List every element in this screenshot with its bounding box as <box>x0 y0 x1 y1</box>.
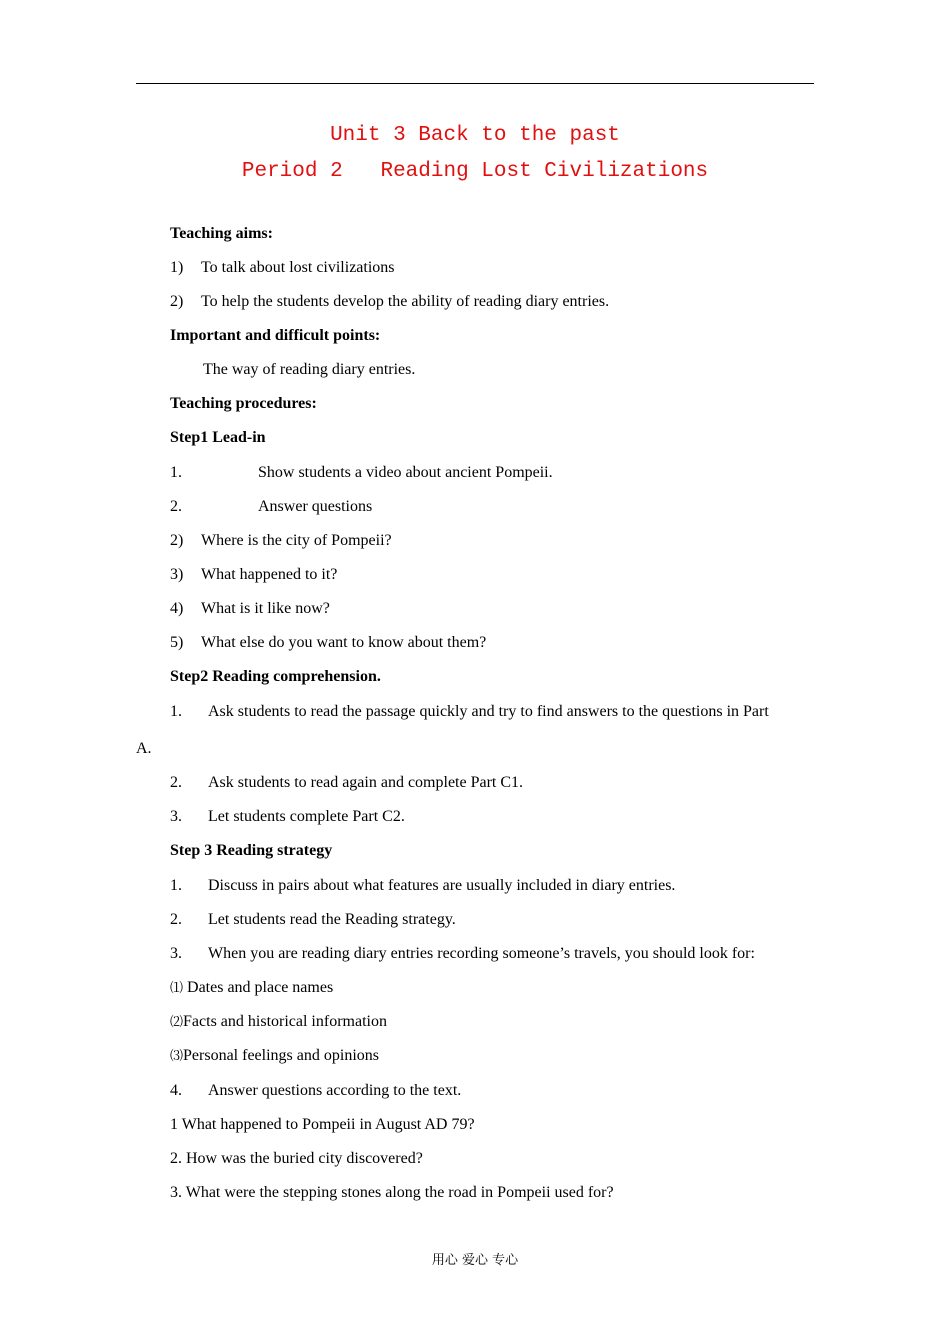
step1-item-num: 2. <box>170 498 182 515</box>
step1-question-text: What is it like now? <box>201 600 330 617</box>
step3-item-num: 2. <box>170 911 182 928</box>
step2-item-text: Let students complete Part C2. <box>208 808 405 825</box>
step1-question-text: Where is the city of Pompeii? <box>201 532 392 549</box>
step2-item-text: Ask students to read again and complete Part C1. <box>208 774 524 791</box>
step1-question-num: 4) <box>170 600 184 617</box>
step3-feature <box>170 1046 379 1066</box>
step2-item-num: 2. <box>170 774 182 791</box>
points-text: The way of reading diary entries. <box>203 361 416 378</box>
step3-item-num: 4. <box>170 1082 182 1099</box>
step3-question: 3. What were the stepping stones along the road in Pompeii used for? <box>170 1184 614 1201</box>
step2-item-continuation: A. <box>136 740 152 757</box>
step1-question-num: 2) <box>170 532 184 549</box>
step1-question-num: 3) <box>170 566 184 583</box>
points-heading: Important and difficult points: <box>170 327 381 344</box>
step2-item-num: 3. <box>170 808 182 825</box>
step1-question-text: What else do you want to know about them? <box>201 634 487 651</box>
step3-feature <box>170 1012 387 1032</box>
step2-item-text: Ask students to read the passage quickly and try to find answers to the questions in Part <box>208 703 769 720</box>
aims-item-text: To talk about lost civilizations <box>201 259 395 276</box>
step1-question-num: 5) <box>170 634 184 651</box>
step3-feature <box>170 978 333 998</box>
aims-item-num: 1) <box>170 259 184 276</box>
step1-item-num: 1. <box>170 464 182 481</box>
feature-mark: ⑵ <box>170 1014 184 1029</box>
feature-mark: ⑶ <box>170 1048 184 1063</box>
step1-item-text: Show students a video about ancient Pompeii. <box>258 464 553 481</box>
feature-text: Facts and historical information <box>183 1013 387 1030</box>
step1-item-text: Answer questions <box>258 498 373 515</box>
step1-heading: Step1 Lead-in <box>170 429 266 446</box>
aims-item-num: 2) <box>170 293 184 310</box>
step3-heading: Step 3 Reading strategy <box>170 842 333 859</box>
step3-item-text: Answer questions according to the text. <box>208 1082 462 1099</box>
step2-heading: Step2 Reading comprehension. <box>170 668 381 685</box>
header-rule <box>136 83 814 84</box>
procedures-heading: Teaching procedures: <box>170 395 317 412</box>
page-footer: 用心 爱心 专心 <box>431 1253 519 1268</box>
step3-item-text: When you are reading diary entries recording someone’s travels, you should look for: <box>208 945 755 962</box>
feature-mark: ⑴ <box>170 980 184 995</box>
step3-item-text: Discuss in pairs about what features are usually included in diary entries. <box>208 877 676 894</box>
step1-question-text: What happened to it? <box>201 566 338 583</box>
step3-question: 1 What happened to Pompeii in August AD 79? <box>170 1116 475 1133</box>
step3-item-text: Let students read the Reading strategy. <box>208 911 456 928</box>
step3-item-num: 1. <box>170 877 182 894</box>
step2-item-num: 1. <box>170 703 182 720</box>
aims-heading: Teaching aims: <box>170 225 273 242</box>
step3-question: 2. How was the buried city discovered? <box>170 1150 423 1167</box>
feature-text: Dates and place names <box>183 979 334 996</box>
aims-item-text: To help the students develop the ability of reading diary entries. <box>201 293 610 310</box>
title-period: Period 2 Reading Lost Civilizations <box>241 160 709 183</box>
feature-text: Personal feelings and opinions <box>183 1047 379 1064</box>
step3-item-num: 3. <box>170 945 182 962</box>
title-unit: Unit 3 Back to the past <box>330 124 620 147</box>
